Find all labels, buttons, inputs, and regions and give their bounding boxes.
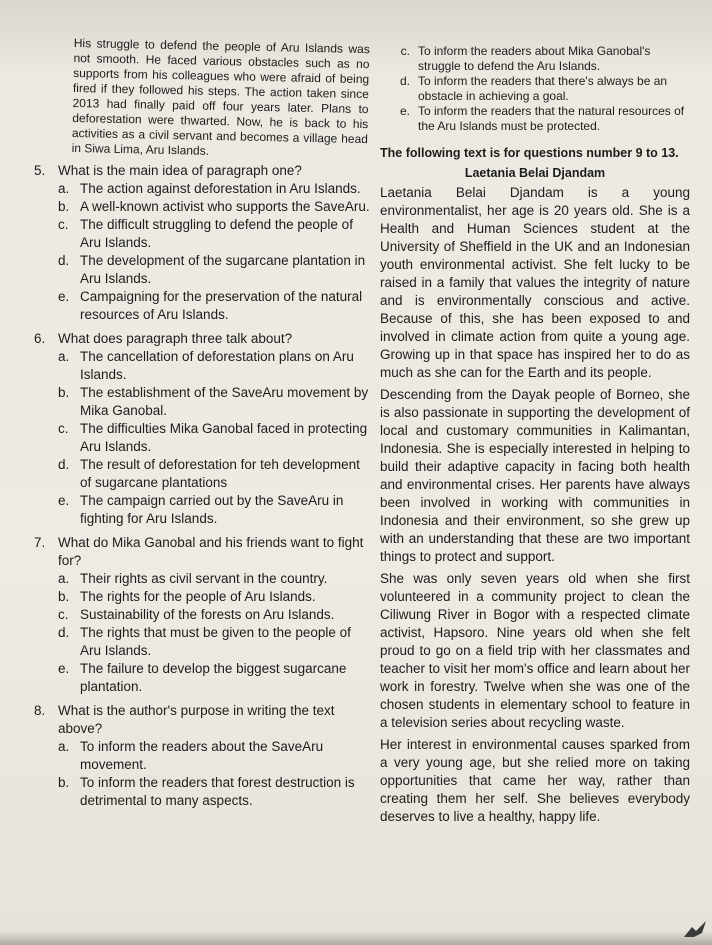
bottom-shadow bbox=[0, 931, 712, 945]
option bbox=[58, 252, 370, 288]
option-letter: a. bbox=[58, 739, 70, 754]
option-text: The failure to develop the biggest sugarcane plantation. bbox=[80, 661, 347, 694]
left-column bbox=[34, 36, 370, 810]
option-text: The result of deforestation for teh development of sugarcane plantations bbox=[80, 457, 360, 490]
option-text: Their rights as civil servant in the country. bbox=[80, 571, 328, 586]
option-letter: d. bbox=[399, 74, 410, 88]
option bbox=[58, 738, 370, 774]
option bbox=[58, 660, 370, 696]
question-number: 5. bbox=[34, 163, 46, 178]
option bbox=[58, 606, 370, 624]
option bbox=[58, 180, 370, 198]
question-6 bbox=[34, 330, 370, 528]
option-text: Campaigning for the preservation of the natural resources of Aru Islands. bbox=[80, 289, 363, 322]
option-text: The rights for the people of Aru Islands. bbox=[80, 589, 316, 604]
article-paragraph: Laetania Belai Djandam is a young environmentalist, her age is 20 years old. She is a Health and Human Sciences student at the University of Sheffield in the UK and an Indonesian youth environmental activist. She felt lucky to be raised in a family that values the integrity of nature and is environmentally conscious and active. Because of this, she has been exposed to and involved in climate action from quite a young age. Growing up in that space has inspired her to do as much as she can for the Earth and its people. bbox=[380, 185, 690, 380]
option bbox=[58, 588, 370, 606]
option bbox=[58, 492, 370, 528]
right-column bbox=[380, 44, 690, 830]
option-letter: e. bbox=[58, 661, 70, 676]
option-text: The difficulties Mika Ganobal faced in protecting Aru Islands. bbox=[80, 421, 368, 454]
option bbox=[58, 198, 370, 216]
option-letter: d. bbox=[58, 457, 70, 472]
option bbox=[58, 348, 370, 384]
option-text: To inform the readers that forest destruction is detrimental to many aspects. bbox=[80, 775, 355, 808]
question-8 bbox=[34, 702, 370, 810]
option bbox=[380, 74, 690, 104]
option-text: The difficult struggling to defend the people of Aru Islands. bbox=[80, 217, 353, 250]
option-text: A well-known activist who supports the SaveAru. bbox=[80, 199, 370, 214]
option bbox=[58, 456, 370, 492]
option-text: The campaign carried out by the SaveAru in fighting for Aru Islands. bbox=[80, 493, 344, 526]
option bbox=[58, 774, 370, 810]
option-text: The development of the sugarcane plantation in Aru Islands. bbox=[80, 253, 366, 286]
option-letter: c. bbox=[58, 607, 69, 622]
option-letter: b. bbox=[58, 199, 70, 214]
option-letter: c. bbox=[400, 44, 410, 58]
option-text: To inform the readers that there's always be an obstacle in achieving a goal. bbox=[418, 74, 668, 103]
option-text: The rights that must be given to the people of Aru Islands. bbox=[80, 625, 351, 658]
option-text: To inform the readers about the SaveAru movement. bbox=[80, 739, 324, 772]
option-letter: e. bbox=[58, 493, 70, 508]
question-text: What does paragraph three talk about? bbox=[58, 331, 293, 346]
option bbox=[58, 420, 370, 456]
question-text: What do Mika Ganobal and his friends want to fight for? bbox=[58, 535, 364, 568]
option bbox=[58, 288, 370, 324]
article-paragraph: Descending from the Dayak people of Borneo, she is also passionate in supporting the development of local and customary communities in Kalimantan, Indonesia. She is especially interested in helping to build their adaptive capacity in facing both health and environmental crises. Her parents have always been involved in working with communities in Indonesia and their environment, so she grew up with an understanding that these are two important things to protect and support. bbox=[380, 387, 690, 564]
question-7 bbox=[34, 534, 370, 696]
option-text: To inform the readers about Mika Ganobal's struggle to defend the Aru Islands. bbox=[418, 44, 651, 73]
option-text: The cancellation of deforestation plans on Aru Islands. bbox=[80, 349, 354, 382]
option-letter: e. bbox=[58, 289, 70, 304]
section-intro: The following text is for questions number 9 to 13. bbox=[380, 146, 679, 160]
option-text: The establishment of the SaveAru movement by Mika Ganobal. bbox=[80, 385, 369, 418]
article-paragraph: Her interest in environmental causes sparked from a very young age, but she relied more on taking opportunities that came her way, rather than creating them her self. She believes everybody deserves to live a healthy, happy life. bbox=[380, 737, 690, 824]
question-number: 6. bbox=[34, 331, 46, 346]
option-text: To inform the readers that the natural resources of the Aru Islands must be protected. bbox=[418, 104, 685, 133]
option-letter: d. bbox=[58, 253, 70, 268]
option-letter: b. bbox=[58, 589, 70, 604]
option bbox=[58, 216, 370, 252]
option-text: Sustainability of the forests on Aru Islands. bbox=[80, 607, 335, 622]
option bbox=[380, 44, 690, 74]
option-letter: d. bbox=[58, 625, 70, 640]
option-letter: a. bbox=[58, 349, 70, 364]
article-title: Laetania Belai Djandam bbox=[464, 166, 606, 180]
article-paragraph: She was only seven years old when she first volunteered in a community project to clean the Ciliwung River in Bogor with a respected climate activist, Hapsoro. Nine years old when she felt proud to go on a field trip with her classmates and teacher to visit her mom's office and learn about her work in forestry. Twelve when she was one of the chosen students in elementary school to feature in a television series about recycling waste. bbox=[380, 571, 690, 730]
option-letter: c. bbox=[58, 217, 69, 232]
option-letter: a. bbox=[58, 181, 70, 196]
option-letter: b. bbox=[58, 775, 70, 790]
option-letter: c. bbox=[58, 421, 69, 436]
option-letter: b. bbox=[58, 385, 70, 400]
question-number: 8. bbox=[34, 703, 46, 718]
option bbox=[58, 384, 370, 420]
option-letter: e. bbox=[399, 104, 410, 118]
option bbox=[58, 624, 370, 660]
question-5 bbox=[34, 162, 370, 324]
passage-paragraph: His struggle to defend the people of Aru Islands was not smooth. He faced various obstacles such as no supports from his colleagues who were afraid of being fired if they followed his steps. The action taken since 2013 had finally paid off four years later. Plans to deforestation were thwarted. Now, he is back to his activities as a civil servant and becomes a village head in Siwa Lima, Aru Islands. bbox=[71, 36, 370, 158]
question-text: What is the main idea of paragraph one? bbox=[58, 163, 302, 178]
option-text: The action against deforestation in Aru Islands. bbox=[80, 181, 361, 196]
corner-bird-icon bbox=[682, 919, 708, 939]
question-text: What is the author's purpose in writing the text above? bbox=[58, 703, 335, 736]
option bbox=[58, 570, 370, 588]
question-number: 7. bbox=[34, 535, 46, 550]
option-letter: a. bbox=[58, 571, 70, 586]
option bbox=[380, 104, 690, 134]
